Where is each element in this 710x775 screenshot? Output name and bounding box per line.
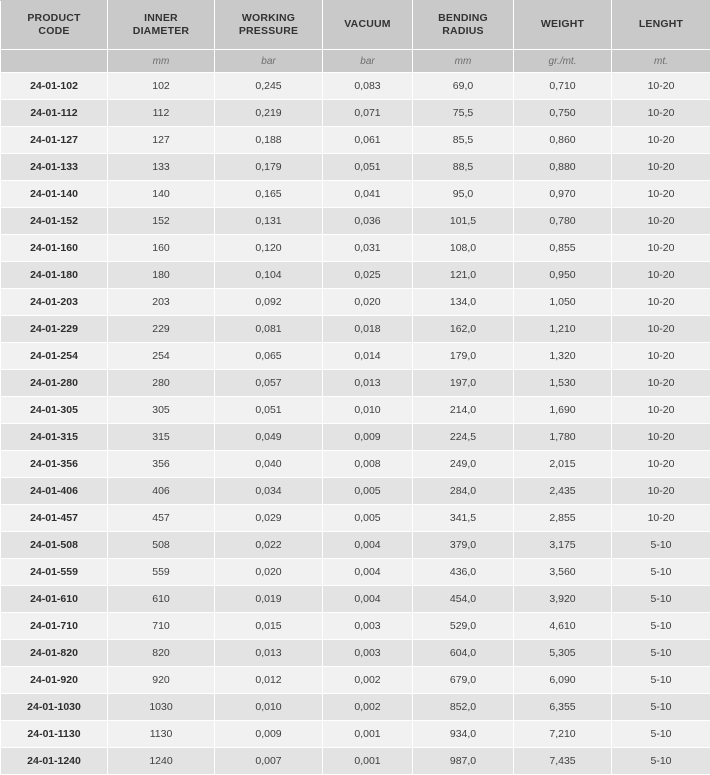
table-cell: 1,320 (514, 343, 612, 370)
table-row (1, 559, 710, 586)
table-cell: 0,018 (323, 316, 413, 343)
table-cell: 508 (108, 532, 215, 559)
table-row (1, 721, 710, 748)
product-code-cell: 24-01-315 (1, 424, 108, 451)
table-cell: 249,0 (413, 451, 514, 478)
table-cell: 10-20 (612, 235, 710, 262)
product-code-cell: 24-01-160 (1, 235, 108, 262)
table-cell: 10-20 (612, 73, 710, 100)
column-unit-1: mm (108, 50, 215, 73)
table-cell: 0,750 (514, 100, 612, 127)
product-code-cell: 24-01-820 (1, 640, 108, 667)
table-row (1, 397, 710, 424)
table-cell: 0,065 (215, 343, 323, 370)
table-cell: 1,530 (514, 370, 612, 397)
table-row (1, 289, 710, 316)
table-cell: 5-10 (612, 721, 710, 748)
table-cell: 0,019 (215, 586, 323, 613)
table-cell: 0,092 (215, 289, 323, 316)
table-cell: 229 (108, 316, 215, 343)
table-cell: 10-20 (612, 208, 710, 235)
table-cell: 160 (108, 235, 215, 262)
table-cell: 88,5 (413, 154, 514, 181)
table-row (1, 505, 710, 532)
table-cell: 75,5 (413, 100, 514, 127)
table-row (1, 532, 710, 559)
table-cell: 10-20 (612, 478, 710, 505)
table-header (1, 1, 710, 73)
table-row (1, 424, 710, 451)
table-cell: 0,012 (215, 667, 323, 694)
table-cell: 3,175 (514, 532, 612, 559)
table-row (1, 586, 710, 613)
table-cell: 0,009 (215, 721, 323, 748)
table-cell: 6,090 (514, 667, 612, 694)
table-cell: 95,0 (413, 181, 514, 208)
table-cell: 679,0 (413, 667, 514, 694)
table-row (1, 748, 710, 775)
column-unit-6: mt. (612, 50, 710, 73)
product-code-cell: 24-01-229 (1, 316, 108, 343)
table-cell: 2,015 (514, 451, 612, 478)
table-row (1, 127, 710, 154)
table-cell: 2,855 (514, 505, 612, 532)
table-cell: 0,005 (323, 478, 413, 505)
product-code-cell: 24-01-457 (1, 505, 108, 532)
product-code-cell: 24-01-610 (1, 586, 108, 613)
column-header-0: PRODUCT CODE (1, 1, 108, 50)
table-cell: 10-20 (612, 100, 710, 127)
product-code-cell: 24-01-508 (1, 532, 108, 559)
table-cell: 0,104 (215, 262, 323, 289)
table-cell: 0,003 (323, 640, 413, 667)
table-cell: 0,120 (215, 235, 323, 262)
table-cell: 284,0 (413, 478, 514, 505)
table-cell: 5-10 (612, 532, 710, 559)
table-row (1, 235, 710, 262)
table-cell: 0,002 (323, 694, 413, 721)
product-code-cell: 24-01-180 (1, 262, 108, 289)
table-cell: 224,5 (413, 424, 514, 451)
table-cell: 0,036 (323, 208, 413, 235)
table-row (1, 370, 710, 397)
table-cell: 0,780 (514, 208, 612, 235)
table-cell: 1,050 (514, 289, 612, 316)
table-cell: 0,010 (215, 694, 323, 721)
table-cell: 0,165 (215, 181, 323, 208)
product-code-cell: 24-01-133 (1, 154, 108, 181)
product-code-cell: 24-01-710 (1, 613, 108, 640)
table-row (1, 262, 710, 289)
table-row (1, 181, 710, 208)
table-cell: 0,010 (323, 397, 413, 424)
table-cell: 162,0 (413, 316, 514, 343)
table-cell: 0,020 (323, 289, 413, 316)
column-header-1: INNER DIAMETER (108, 1, 215, 50)
table-cell: 0,002 (323, 667, 413, 694)
table-cell: 0,081 (215, 316, 323, 343)
table-cell: 197,0 (413, 370, 514, 397)
table-cell: 0,022 (215, 532, 323, 559)
table-cell: 101,5 (413, 208, 514, 235)
table-cell: 0,014 (323, 343, 413, 370)
table-cell: 0,061 (323, 127, 413, 154)
product-code-cell: 24-01-127 (1, 127, 108, 154)
table-cell: 0,188 (215, 127, 323, 154)
table-cell: 1,780 (514, 424, 612, 451)
table-cell: 102 (108, 73, 215, 100)
table-cell: 559 (108, 559, 215, 586)
table-cell: 0,083 (323, 73, 413, 100)
column-unit-5: gr./mt. (514, 50, 612, 73)
table-cell: 1030 (108, 694, 215, 721)
table-cell: 140 (108, 181, 215, 208)
table-cell: 0,855 (514, 235, 612, 262)
table-cell: 356 (108, 451, 215, 478)
table-cell: 10-20 (612, 154, 710, 181)
column-header-5: WEIGHT (514, 1, 612, 50)
table-cell: 127 (108, 127, 215, 154)
table-cell: 180 (108, 262, 215, 289)
table-cell: 214,0 (413, 397, 514, 424)
table-cell: 0,179 (215, 154, 323, 181)
table-cell: 0,057 (215, 370, 323, 397)
table-row (1, 613, 710, 640)
table-cell: 406 (108, 478, 215, 505)
table-cell: 0,860 (514, 127, 612, 154)
table-cell: 987,0 (413, 748, 514, 775)
table-cell: 7,435 (514, 748, 612, 775)
product-code-cell: 24-01-559 (1, 559, 108, 586)
table-header-row (1, 1, 710, 50)
product-code-cell: 24-01-356 (1, 451, 108, 478)
table-cell: 0,004 (323, 586, 413, 613)
table-body (1, 73, 710, 775)
table-cell: 5-10 (612, 613, 710, 640)
product-code-cell: 24-01-102 (1, 73, 108, 100)
table-row (1, 154, 710, 181)
table-cell: 315 (108, 424, 215, 451)
table-cell: 5-10 (612, 640, 710, 667)
product-code-cell: 24-01-920 (1, 667, 108, 694)
table-cell: 0,001 (323, 748, 413, 775)
table-cell: 0,131 (215, 208, 323, 235)
table-row (1, 667, 710, 694)
column-header-6: LENGHT (612, 1, 710, 50)
table-row (1, 640, 710, 667)
product-code-cell: 24-01-1240 (1, 748, 108, 775)
table-cell: 0,015 (215, 613, 323, 640)
table-row (1, 343, 710, 370)
table-cell: 934,0 (413, 721, 514, 748)
table-cell: 454,0 (413, 586, 514, 613)
table-cell: 0,029 (215, 505, 323, 532)
table-cell: 152 (108, 208, 215, 235)
table-cell: 0,004 (323, 559, 413, 586)
table-cell: 0,040 (215, 451, 323, 478)
table-cell: 341,5 (413, 505, 514, 532)
table-cell: 0,013 (323, 370, 413, 397)
table-cell: 69,0 (413, 73, 514, 100)
table-cell: 0,007 (215, 748, 323, 775)
table-cell: 254 (108, 343, 215, 370)
table-cell: 0,001 (323, 721, 413, 748)
table-cell: 529,0 (413, 613, 514, 640)
table-cell: 5-10 (612, 667, 710, 694)
table-cell: 0,950 (514, 262, 612, 289)
table-cell: 5,305 (514, 640, 612, 667)
column-unit-0 (1, 50, 108, 73)
table-cell: 0,013 (215, 640, 323, 667)
product-code-cell: 24-01-112 (1, 100, 108, 127)
table-cell: 179,0 (413, 343, 514, 370)
column-unit-4: mm (413, 50, 514, 73)
table-cell: 0,880 (514, 154, 612, 181)
table-cell: 0,049 (215, 424, 323, 451)
table-cell: 6,355 (514, 694, 612, 721)
table-cell: 4,610 (514, 613, 612, 640)
table-cell: 0,970 (514, 181, 612, 208)
table-cell: 710 (108, 613, 215, 640)
table-cell: 3,920 (514, 586, 612, 613)
table-cell: 0,051 (215, 397, 323, 424)
table-cell: 610 (108, 586, 215, 613)
table-cell: 1240 (108, 748, 215, 775)
product-code-cell: 24-01-140 (1, 181, 108, 208)
table-cell: 10-20 (612, 127, 710, 154)
table-cell: 0,071 (323, 100, 413, 127)
table-cell: 0,245 (215, 73, 323, 100)
table-cell: 0,005 (323, 505, 413, 532)
table-cell: 10-20 (612, 316, 710, 343)
table-cell: 0,020 (215, 559, 323, 586)
table-cell: 10-20 (612, 181, 710, 208)
table-cell: 10-20 (612, 262, 710, 289)
table-cell: 604,0 (413, 640, 514, 667)
product-code-cell: 24-01-280 (1, 370, 108, 397)
table-row (1, 694, 710, 721)
table-cell: 0,004 (323, 532, 413, 559)
table-cell: 436,0 (413, 559, 514, 586)
table-cell: 0,051 (323, 154, 413, 181)
table-cell: 0,025 (323, 262, 413, 289)
table-cell: 1130 (108, 721, 215, 748)
table-cell: 280 (108, 370, 215, 397)
table-cell: 3,560 (514, 559, 612, 586)
table-cell: 10-20 (612, 343, 710, 370)
table-row (1, 73, 710, 100)
column-header-3: VACUUM (323, 1, 413, 50)
table-cell: 1,690 (514, 397, 612, 424)
table-cell: 0,219 (215, 100, 323, 127)
table-cell: 7,210 (514, 721, 612, 748)
table-row (1, 451, 710, 478)
product-code-cell: 24-01-1030 (1, 694, 108, 721)
table-cell: 10-20 (612, 505, 710, 532)
product-code-cell: 24-01-254 (1, 343, 108, 370)
table-cell: 10-20 (612, 289, 710, 316)
table-cell: 121,0 (413, 262, 514, 289)
table-row (1, 478, 710, 505)
table-row (1, 316, 710, 343)
table-cell: 0,034 (215, 478, 323, 505)
table-cell: 820 (108, 640, 215, 667)
table-row (1, 208, 710, 235)
table-cell: 5-10 (612, 559, 710, 586)
table-cell: 203 (108, 289, 215, 316)
table-units-row (1, 50, 710, 73)
column-header-2: WORKING PRESSURE (215, 1, 323, 50)
table-cell: 5-10 (612, 694, 710, 721)
product-code-cell: 24-01-1130 (1, 721, 108, 748)
product-code-cell: 24-01-406 (1, 478, 108, 505)
table-cell: 379,0 (413, 532, 514, 559)
table-cell: 108,0 (413, 235, 514, 262)
table-cell: 920 (108, 667, 215, 694)
table-cell: 305 (108, 397, 215, 424)
table-cell: 0,041 (323, 181, 413, 208)
table-cell: 10-20 (612, 451, 710, 478)
table-cell: 10-20 (612, 370, 710, 397)
table-cell: 0,710 (514, 73, 612, 100)
table-cell: 85,5 (413, 127, 514, 154)
product-code-cell: 24-01-305 (1, 397, 108, 424)
column-unit-2: bar (215, 50, 323, 73)
product-code-cell: 24-01-203 (1, 289, 108, 316)
table-row (1, 100, 710, 127)
table-cell: 852,0 (413, 694, 514, 721)
table-cell: 457 (108, 505, 215, 532)
table-cell: 10-20 (612, 424, 710, 451)
table-cell: 0,009 (323, 424, 413, 451)
table-cell: 1,210 (514, 316, 612, 343)
table-cell: 0,008 (323, 451, 413, 478)
table-cell: 133 (108, 154, 215, 181)
table-cell: 10-20 (612, 397, 710, 424)
column-unit-3: bar (323, 50, 413, 73)
table-cell: 112 (108, 100, 215, 127)
column-header-4: BENDING RADIUS (413, 1, 514, 50)
table-cell: 0,003 (323, 613, 413, 640)
table-cell: 5-10 (612, 748, 710, 775)
table-cell: 2,435 (514, 478, 612, 505)
product-code-cell: 24-01-152 (1, 208, 108, 235)
table-cell: 0,031 (323, 235, 413, 262)
table-cell: 5-10 (612, 586, 710, 613)
table-cell: 134,0 (413, 289, 514, 316)
